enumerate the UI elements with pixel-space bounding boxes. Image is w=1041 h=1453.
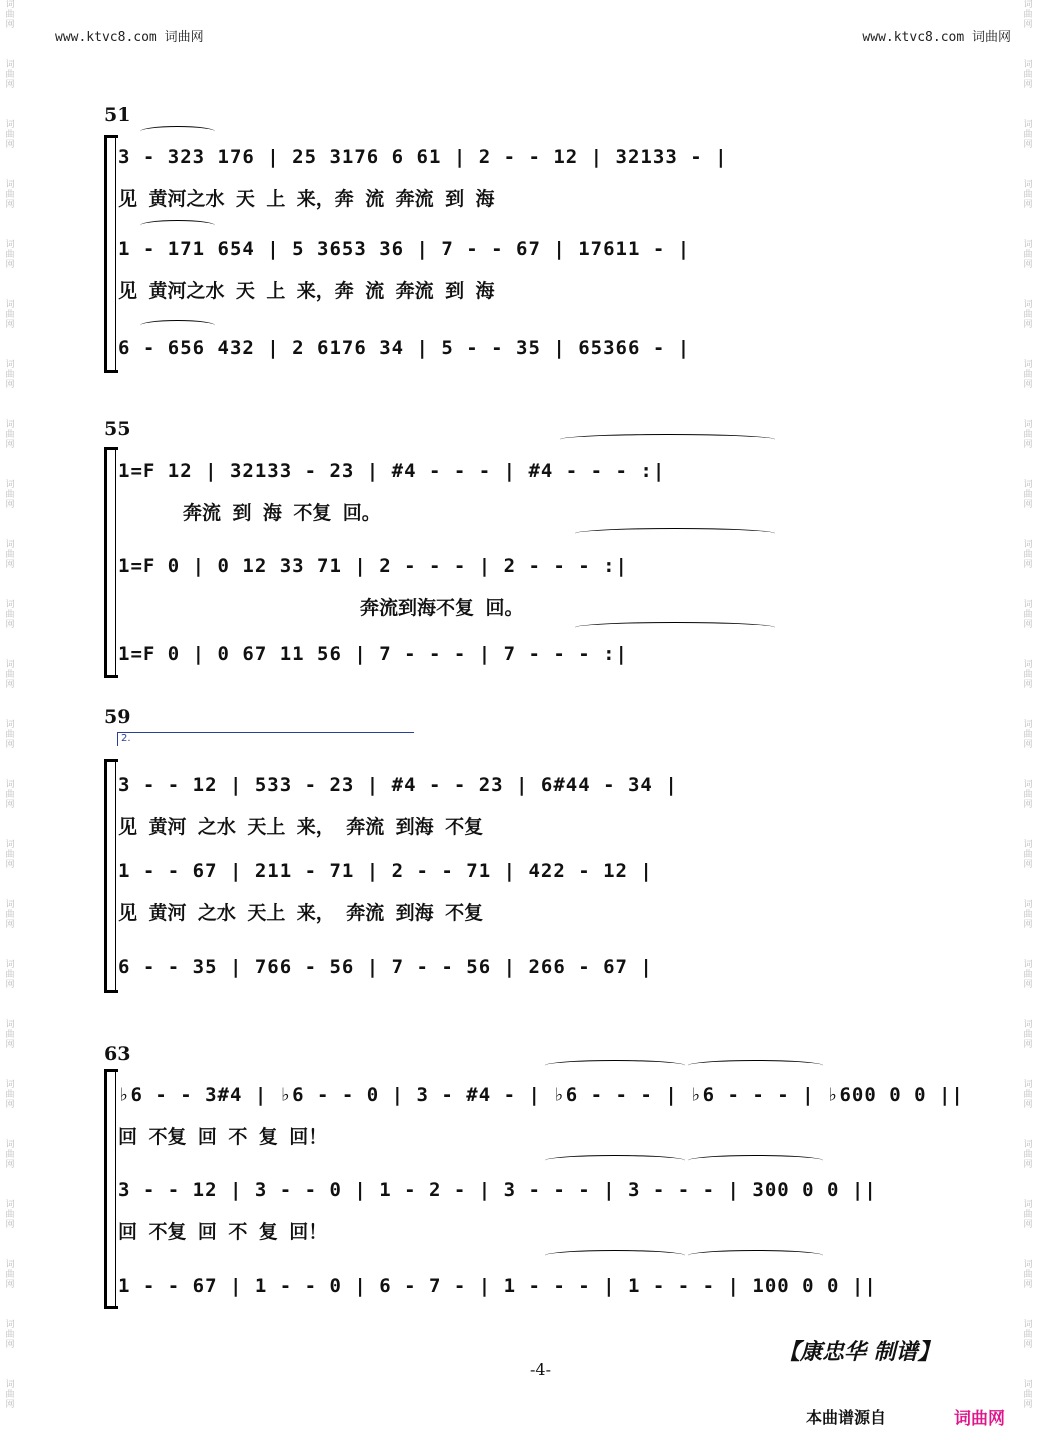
measure-number: 59 [104,706,131,728]
system-bracket [104,138,107,370]
second-ending-volta: 2. [117,732,414,746]
notes-line: 1=F 12 | 32133 - 23 | #4 - - - | #4 - - - :| [118,460,666,482]
lyric-line: 见 黄河之水 天 上 来，奔 流 奔流 到 海 [118,280,495,302]
notes-line: 1=F 0 | 0 12 33 71 | 2 - - - | 2 - - - :| [118,555,628,577]
system-bracket [104,762,107,990]
notes-line: 3 - - 12 | 3 - - 0 | 1 - 2 - | 3 - - - | 3 - - - | 300 0 0 || [118,1179,877,1201]
header-url-right[interactable]: www.ktvc8.com 词曲网 [862,30,1011,45]
tie [575,528,775,539]
tie [545,1155,685,1166]
measure-number: 55 [104,418,131,440]
system-line [115,138,116,370]
arranger-credit: 【康忠华 制谱】 [778,1339,940,1365]
tie [575,622,775,633]
notes-line: 6 - - 35 | 766 - 56 | 7 - - 56 | 266 - 67 | [118,956,653,978]
lyric-line: 奔流 到 海 不复 回。 [183,502,381,524]
header-url-left[interactable]: www.ktvc8.com 词曲网 [55,30,204,45]
system-line [115,762,116,990]
notes-line: ♭6 - - 3#4 | ♭6 - - 0 | 3 - #4 - | ♭6 - - - | ♭6 - - - | ♭600 0 0 || [118,1084,964,1106]
tie [560,434,775,445]
notes-line: 1 - - 67 | 211 - 71 | 2 - - 71 | 422 - 12 | [118,860,653,882]
system-bracket [104,450,107,675]
lyric-line: 奔流到海不复 回。 [360,597,524,619]
lyric-line: 回 不复 回 不 复 回！ [118,1126,328,1148]
measure-number: 63 [104,1043,131,1065]
system-bracket [104,1072,107,1306]
notes-line: 1 - - 67 | 1 - - 0 | 6 - 7 - | 1 - - - | 1 - - - | 100 0 0 || [118,1275,877,1297]
notes-line: 1 - 171 654 | 5 3653 36 | 7 - - 67 | 17611 - | [118,238,691,260]
system-line [115,450,116,675]
notes-line: 1=F 0 | 0 67 11 56 | 7 - - - | 7 - - - :| [118,643,628,665]
tie [688,1250,823,1261]
tie [545,1250,685,1261]
tie [688,1060,823,1071]
slur [140,320,215,331]
lyric-line: 见 黄河 之水 天上 来， 奔流 到海 不复 [118,816,484,838]
lyric-line: 见 黄河 之水 天上 来， 奔流 到海 不复 [118,902,484,924]
lyric-line: 见 黄河之水 天 上 来，奔 流 奔流 到 海 [118,188,495,210]
watermark-strip-left: 词曲网 词曲网 词曲网 词曲网 词曲网 词曲网 词曲网 词曲网 词曲网 词曲网 词曲网 词曲网 词曲网 词曲网 词曲网 词曲网 词曲网 词曲网 词曲网 词曲网 词曲网 词曲网 词曲网 词曲网 [5,0,15,1410]
tie [688,1155,823,1166]
lyric-line: 回 不复 回 不 复 回！ [118,1221,328,1243]
notes-line: 6 - 656 432 | 2 6176 34 | 5 - - 35 | 65366 - | [118,337,691,359]
slur [140,126,215,137]
measure-number: 51 [104,104,131,126]
page-number: -4- [530,1360,551,1379]
notes-line: 3 - - 12 | 533 - 23 | #4 - - 23 | 6#44 - 34 | [118,774,678,796]
watermark-strip-right: 词曲网 词曲网 词曲网 词曲网 词曲网 词曲网 词曲网 词曲网 词曲网 词曲网 词曲网 词曲网 词曲网 词曲网 词曲网 词曲网 词曲网 词曲网 词曲网 词曲网 词曲网 词曲网 词曲网 词曲网 [1023,0,1033,1410]
tie [545,1060,685,1071]
notes-line: 3 - 323 176 | 25 3176 6 61 | 2 - - 12 | 32133 - | [118,146,728,168]
source-brand-link[interactable]: 词曲网 [954,1409,1005,1429]
system-line [115,1072,116,1306]
slur [140,220,215,231]
source-label: 本曲谱源自 [806,1408,887,1427]
